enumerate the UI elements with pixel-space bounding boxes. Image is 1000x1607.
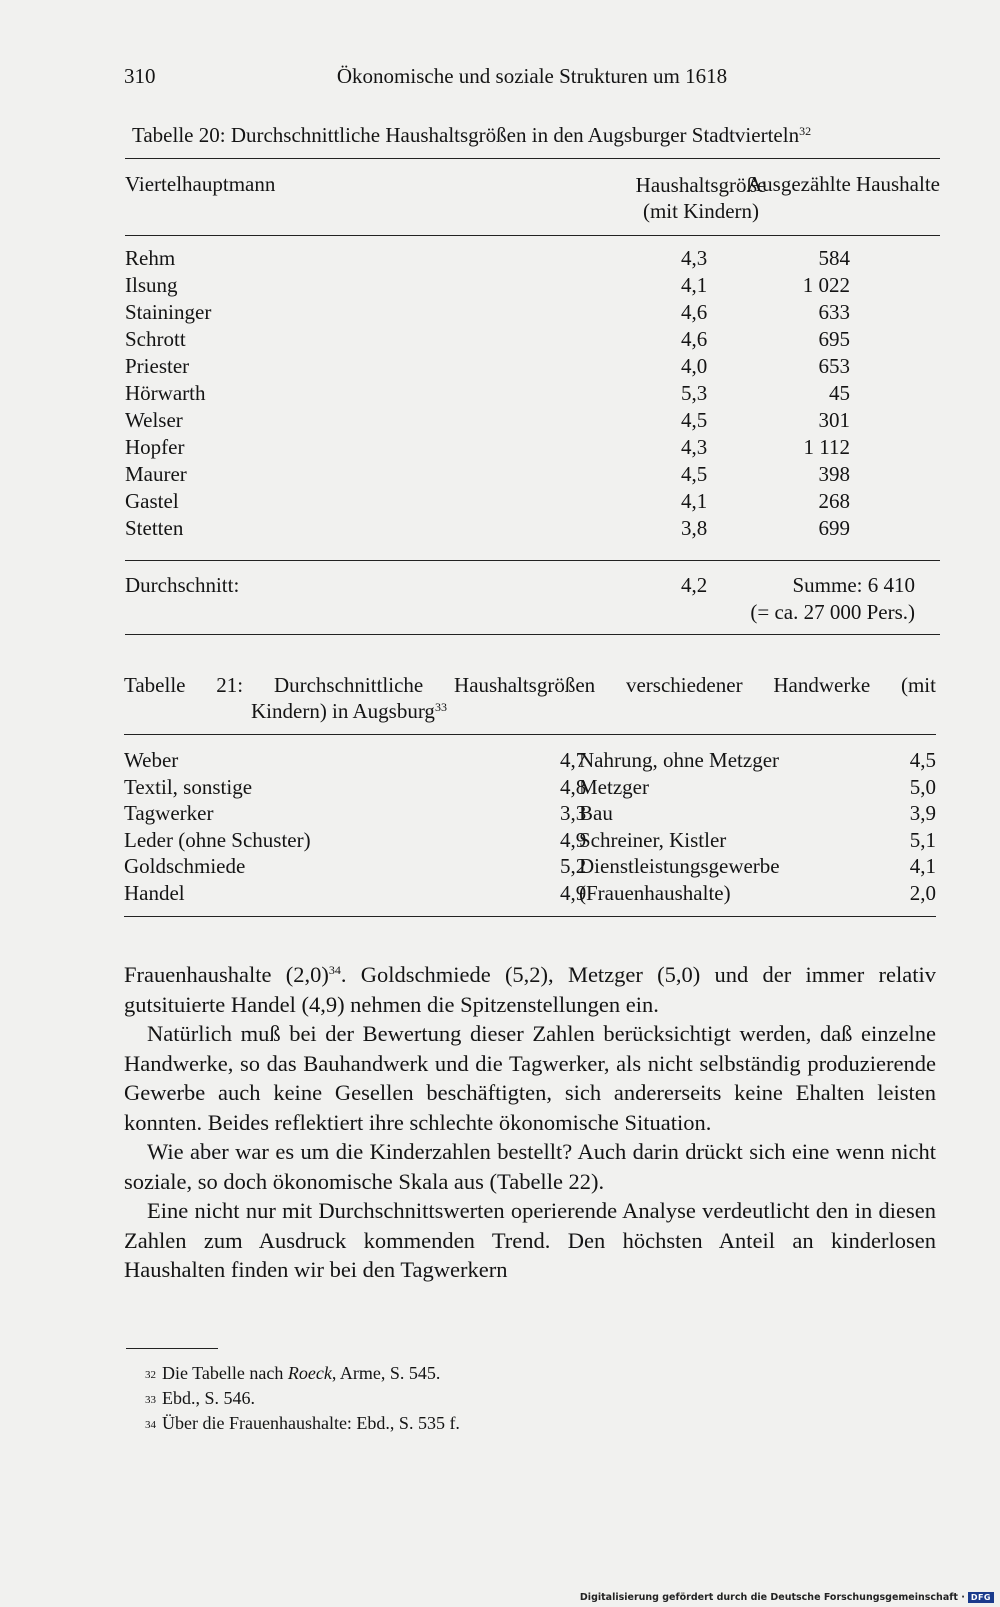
table20-cell-count: 633 [818,300,850,324]
table20-cell-size: 4,6 [681,300,708,324]
table-row [124,775,936,802]
page-header [124,64,940,94]
table21-cell-left-value: 5,2 [560,854,587,878]
footnote-text: Über die Frauenhaushalte: Ebd., S. 535 f. [162,1413,460,1433]
table20-header-rule [125,235,940,236]
running-title: Ökonomische und soziale Strukturen um 1618 [336,64,728,88]
table-row [125,381,940,408]
table21-cell-right-value: 5,1 [909,827,936,852]
table21-cell-left-value: 4,9 [560,827,587,852]
table20-cell-count: 1 112 [803,435,850,459]
footnote-text: Ebd., S. 546. [162,1388,256,1408]
table20-cell-name: Hopfer [125,435,185,459]
table20-cell-name: Priester [125,354,190,378]
table20-cell-name: Welser [125,408,183,432]
table20-cell-name: Staininger [125,300,212,324]
table20-col-header-name: Viertelhauptmann [125,172,276,196]
footnote [145,1361,905,1386]
table21-cell-left-name: Textil, sonstige [124,774,253,799]
table-row [125,273,940,300]
table21-cell-right-name: Schreiner, Kistler [579,827,727,852]
table20-persons: (= ca. 27 000 Pers.) [750,600,915,624]
table20-footnote-ref: 32 [799,124,812,138]
table21-caption-word: Handwerke [773,673,871,697]
table21-cell-left-name: Leder (ohne Schuster) [124,827,311,852]
table20-cell-size: 4,6 [681,327,708,351]
table20-cell-count: 45 [829,381,850,405]
table21-cell-left-value: 4,9 [560,880,587,905]
table20-cell-size: 3,8 [681,516,708,540]
table20-cell-name: Hörwarth [125,381,206,405]
footnote [145,1411,905,1436]
footnote-separator [126,1348,218,1349]
table20-cell-count: 301 [818,408,850,432]
table-row [125,489,940,516]
footnote-text: Die Tabelle nach [162,1363,288,1383]
table20-cell-size: 4,1 [681,273,708,297]
table-row [125,354,940,381]
footnotes [145,1361,905,1436]
table21-top-rule [124,734,936,735]
table21-caption-word: 21: [216,673,244,697]
table-row [125,327,940,354]
table21-cell-left-name: Tagwerker [124,801,214,825]
table-row [124,854,936,881]
table20-col-header-size: Haushaltsgröße (mit Kindern) [635,173,767,223]
table20-cell-count: 699 [818,516,850,540]
table20-cell-size: 5,3 [681,381,708,405]
paragraph-1-rest: . Goldschmiede (5,2), Metzger (5,0) und der immer relativ gutsituierte Handel (4,9) nehmen die Spitzenstellungen ein. [124,962,936,1017]
table20-cell-name: Rehm [125,246,176,270]
table21-cell-right-value: 3,9 [909,801,936,825]
table20-cell-size: 4,0 [681,354,708,378]
table20-average-label: Durchschnitt: [125,573,240,597]
table20-cell-count: 653 [818,354,850,378]
table20-average-value: 4,2 [681,573,708,597]
table21-cell-right-name: Nahrung, ohne Metzger [579,748,780,772]
table-row [124,828,936,855]
digitization-notice [580,1592,994,1603]
table21-cell-left-name: Weber [124,748,179,772]
paragraph-1-start: Frauenhaushalte (2,0) [124,962,329,987]
dfg-logo: DFG [968,1592,994,1603]
table21-cell-right-name: Dienstleistungsgewerbe [579,854,780,878]
table-row [124,801,936,828]
table21-cell-right-value: 2,0 [909,880,936,905]
table20-sum-rule [125,560,940,561]
table20-cell-name: Schrott [125,327,186,351]
table20-cell-count: 398 [818,462,850,486]
body-text [124,960,936,1285]
page-number: 310 [124,64,156,88]
table20-cell-size: 4,1 [681,489,708,513]
table-row [125,408,940,435]
table-row [125,435,940,462]
paragraph-3: Wie aber war es um die Kinderzahlen bestellt? Auch darin drückt sich eine wenn nicht soziale, so doch ökonomische Skala aus (Tabelle 22). [124,1139,936,1194]
table20-cell-size: 4,5 [681,408,708,432]
paragraph-1 [124,960,936,1019]
table20-col-header-count: Ausgezählte Haushalte [746,172,940,196]
table20-caption-text: Tabelle 20: Durchschnittliche Haushaltsgrößen in den Augsburger Stadtvierteln [132,123,800,147]
table21-cell-left-name: Handel [124,880,185,905]
table20-cell-count: 584 [818,246,850,270]
table21-cell-left-name: Goldschmiede [124,854,246,878]
table-row [124,748,936,775]
table20-bottom-rule [125,634,940,635]
table20-caption [132,122,942,148]
table21-cell-right-name: (Frauenhaushalte) [579,880,731,905]
table20-cell-count: 268 [818,489,850,513]
footnote-author: Roeck [287,1363,332,1383]
table-row [125,300,940,327]
table21-caption-word: Durchschnittliche [273,673,424,697]
paragraph-4: Eine nicht nur mit Durchschnittswerten operierende Analyse verdeutlicht den in diesen Zahlen zum Ausdruck kommenden Trend. Den höchsten Anteil an kinderlosen Haushalten finden wir bei den Tagwerkern [124,1198,936,1282]
table21-bottom-rule [124,916,936,917]
table20-cell-name: Gastel [125,489,179,513]
table21-cell-right-value: 4,1 [909,854,936,878]
table21-caption-word: verschiedener [625,673,743,697]
table21-cell-left-value: 4,8 [560,774,587,799]
table-row [125,516,940,543]
table21-caption-word: Tabelle [124,673,186,697]
table20-cell-size: 4,3 [681,435,708,459]
table-row [124,881,936,908]
digitization-text: Digitalisierung gefördert durch die Deutsche Forschungsgemeinschaft · [579,1592,965,1603]
table21-caption [124,672,936,724]
table21-caption-word: (mit [900,673,936,697]
table21-caption-word: Haushaltsgrößen [454,673,596,697]
table21-cell-right-name: Metzger [579,774,649,799]
table21-cell-left-value: 3,3 [560,801,587,825]
footnote-number: 34 [145,1419,156,1431]
table20-cell-count: 1 022 [802,273,850,297]
footnote-ref-34: 34 [328,963,341,977]
table21-body [124,748,936,907]
paragraph-2: Natürlich muß bei der Bewertung dieser Zahlen berücksichtigt werden, daß einzelne Handwerke, so das Bauhandwerk und die Tagwerker, als nicht selbständig produzierende Gewerbe auch keine Gesellen beschäftigten, sich andererseits keine Ehalten leisten konnten. Beides reflektiert ihre schlechte ökonomische Situation. [124,1021,936,1135]
footnote [145,1386,905,1411]
table21-caption-line2-text: Kindern) in Augsburg [251,699,435,723]
table20-cell-name: Stetten [125,516,184,540]
table20-cell-size: 4,3 [681,246,708,270]
table20-cell-count: 695 [818,327,850,351]
table20-sum: Summe: 6 410 [792,573,915,597]
table20-body [125,246,940,543]
table21-caption-line1 [124,672,936,698]
table-row [125,462,940,489]
footnote-number: 32 [145,1369,156,1381]
table20-header [125,172,940,226]
table20-cell-size: 4,5 [681,462,708,486]
table21-footnote-ref: 33 [434,700,447,714]
table21-caption-line2 [124,698,936,724]
table21-cell-right-name: Bau [579,801,613,825]
footnote-number: 33 [145,1394,156,1406]
table21-cell-left-value: 4,7 [560,748,587,772]
table21-cell-right-value: 4,5 [909,748,936,772]
table20-top-rule [125,158,940,159]
table20-cell-name: Ilsung [125,273,178,297]
table20-cell-name: Maurer [125,462,187,486]
table21-cell-right-value: 5,0 [909,774,936,799]
table-row [125,246,940,273]
footnote-text-end: , Arme, S. 545. [331,1363,441,1383]
